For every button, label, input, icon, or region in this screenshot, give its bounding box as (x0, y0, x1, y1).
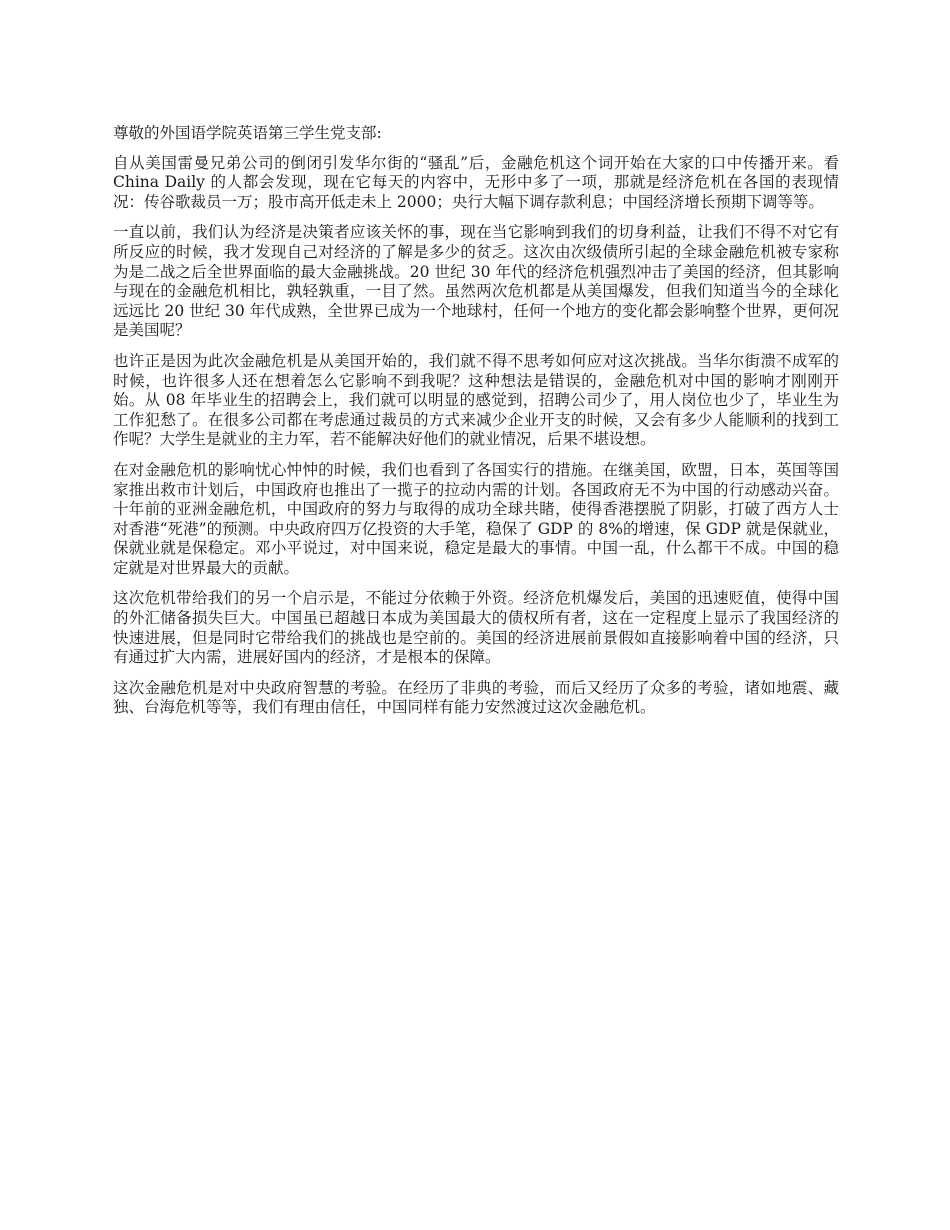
salutation: 尊敬的外国语学院英语第三学生党支部: (113, 124, 382, 142)
paragraph-intro: 自从美国雷曼兄弟公司的倒闭引发华尔街的“骚乱”后，金融危机这个词开始在大家的口中传播开来。看 China Daily 的人都会发现，现在它每天的内容中，无形中多了一项，那就是经济危机在各国的表现情况：传谷歌裁员一万；股市高开低走未上 2000；央行大幅下调存款利息；中国经济增长预期下调等等。 (113, 153, 839, 211)
paragraph-foreign-capital: 这次危机带给我们的另一个启示是，不能过分依赖于外资。经济危机爆发后，美国的迅速贬值，使得中国的外汇储备损失巨大。中国虽已超越日本成为美国最大的债权所有者，这在一定程度上显示了我国经济的快速进展，但是同时它带给我们的挑战也是空前的。美国的经济进展前景假如直接影响着中国的经济，只有通过扩大内需，进展好国内的经济，才是根本的保障。 (113, 589, 839, 667)
paragraph-measures: 在对金融危机的影响忧心忡忡的时候，我们也看到了各国实行的措施。在继美国，欧盟，日本，英国等国家推出救市计划后，中国政府也推出了一揽子的拉动内需的计划。各国政府无不为中国的行动感动兴奋。十年前的亚洲金融危机，中国政府的努力与取得的成功全球共睹，使得香港摆脱了阴影，打破了西方人士对香港“死港”的预测。中央政府四万亿投资的大手笔，稳保了 GDP 的 8%的增速，保 GDP 就是保就业，保就业就是保稳定。邓小平说过，对中国来说，稳定是最大的事情。中国一乱，什么都干不成。中国的稳定就是对世界最大的贡献。 (113, 460, 839, 577)
paragraph-conclusion: 这次金融危机是对中央政府智慧的考验。在经历了非典的考验，而后又经历了众多的考验，诸如地震、藏独、台海危机等等，我们有理由信任，中国同样有能力安然渡过这次金融危机。 (113, 678, 839, 717)
document-page (113, 124, 839, 729)
paragraph-employment: 也许正是因为此次金融危机是从美国开始的，我们就不得不思考如何应对这次挑战。当华尔街溃不成军的时候，也许很多人还在想着怎么它影响不到我呢？这种想法是错误的，金融危机对中国的影响才刚刚开始。从 08 年毕业生的招聘会上，我们就可以明显的感觉到，招聘公司少了，用人岗位也少了，毕业生为工作犯愁了。在很多公司都在考虑通过裁员的方式来减少企业开支的时候，又会有多少人能顺利的找到工作呢？大学生是就业的主力军，若不能解决好他们的就业情况，后果不堪设想。 (113, 351, 839, 449)
paragraph-understanding: 一直以前，我们认为经济是决策者应该关怀的事，现在当它影响到我们的切身利益，让我们不得不对它有所反应的时候，我才发现自己对经济的了解是多少的贫乏。这次由次级债所引起的全球金融危机被专家称为是二战之后全世界面临的最大金融挑战。20 世纪 30 年代的经济危机强烈冲击了美国的经济，但其影响与现在的金融危机相比，孰轻孰重，一目了然。虽然两次危机都是从美国爆发，但我们知道当今的全球化远远比 20 世纪 30 年代成熟，全世界已成为一个地球村，任何一个地方的变化都会影响整个世界，更何况是美国呢？ (113, 223, 839, 340)
